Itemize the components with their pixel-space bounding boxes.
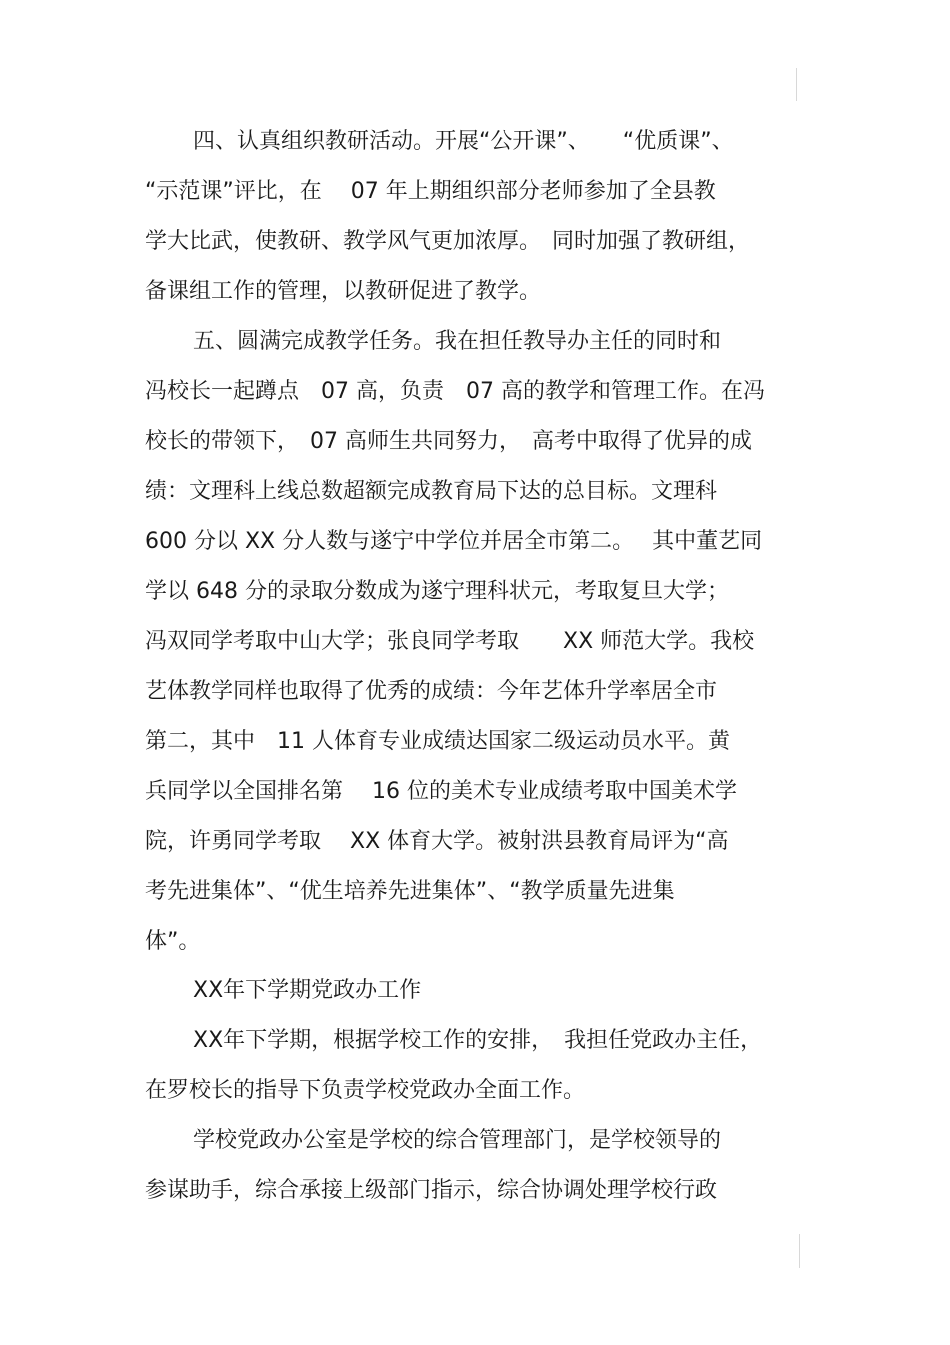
text-line: 校长的带领下， 07 高师生共同努力， 高考中取得了优异的成: [145, 429, 752, 454]
text-line: 考先进集体”、“优生培养先进集体”、“教学质量先进集: [145, 879, 675, 904]
text-line: 冯双同学考取中山大学；张良同学考取 XX 师范大学。我校: [145, 629, 755, 654]
text-line: 院，许勇同学考取 XX 体育大学。被射洪县教育局评为“高: [145, 829, 729, 854]
text-line: 兵同学以全国排名第 16 位的美术专业成绩考取中国美术学: [145, 779, 737, 804]
text-line: 五、圆满完成教学任务。我在担任教导办主任的同时和: [193, 329, 722, 354]
text-line: “示范课”评比，在 07 年上期组织部分老师参加了全县教: [145, 179, 716, 204]
text-line: 在罗校长的指导下负责学校党政办全面工作。: [145, 1078, 586, 1103]
text-line: 备课组工作的管理，以教研促进了教学。: [145, 279, 542, 304]
text-line: 600 分以 XX 分人数与遂宁中学位并居全市第二。 其中董艺同: [145, 529, 763, 554]
crop-mark-top: [796, 68, 797, 101]
text-line: 体”。: [145, 929, 201, 954]
text-line: 参谋助手，综合承接上级部门指示，综合协调处理学校行政: [145, 1178, 718, 1203]
text-line: 学大比武，使教研、教学风气更加浓厚。 同时加强了教研组，: [145, 229, 751, 254]
text-line: XX年下学期，根据学校工作的安排， 我担任党政办主任，: [193, 1028, 763, 1053]
text-line: 学以 648 分的录取分数成为遂宁理科状元，考取复旦大学；: [145, 579, 729, 604]
text-line: 第二，其中 11 人体育专业成绩达国家二级运动员水平。黄: [145, 729, 730, 754]
text-line: 冯校长一起蹲点 07 高，负责 07 高的教学和管理工作。在冯: [145, 379, 765, 404]
text-line: 艺体教学同样也取得了优秀的成绩：今年艺体升学率居全市: [145, 679, 718, 704]
text-line: 四、认真组织教研活动。开展“公开课”、 “优质课”、: [193, 129, 734, 154]
section-heading: XX年下学期党政办工作: [193, 978, 422, 1003]
crop-mark-bottom: [799, 1234, 800, 1268]
text-line: 绩：文理科上线总数超额完成教育局下达的总目标。文理科: [145, 479, 718, 504]
text-line: 学校党政办公室是学校的综合管理部门，是学校领导的: [193, 1128, 722, 1153]
